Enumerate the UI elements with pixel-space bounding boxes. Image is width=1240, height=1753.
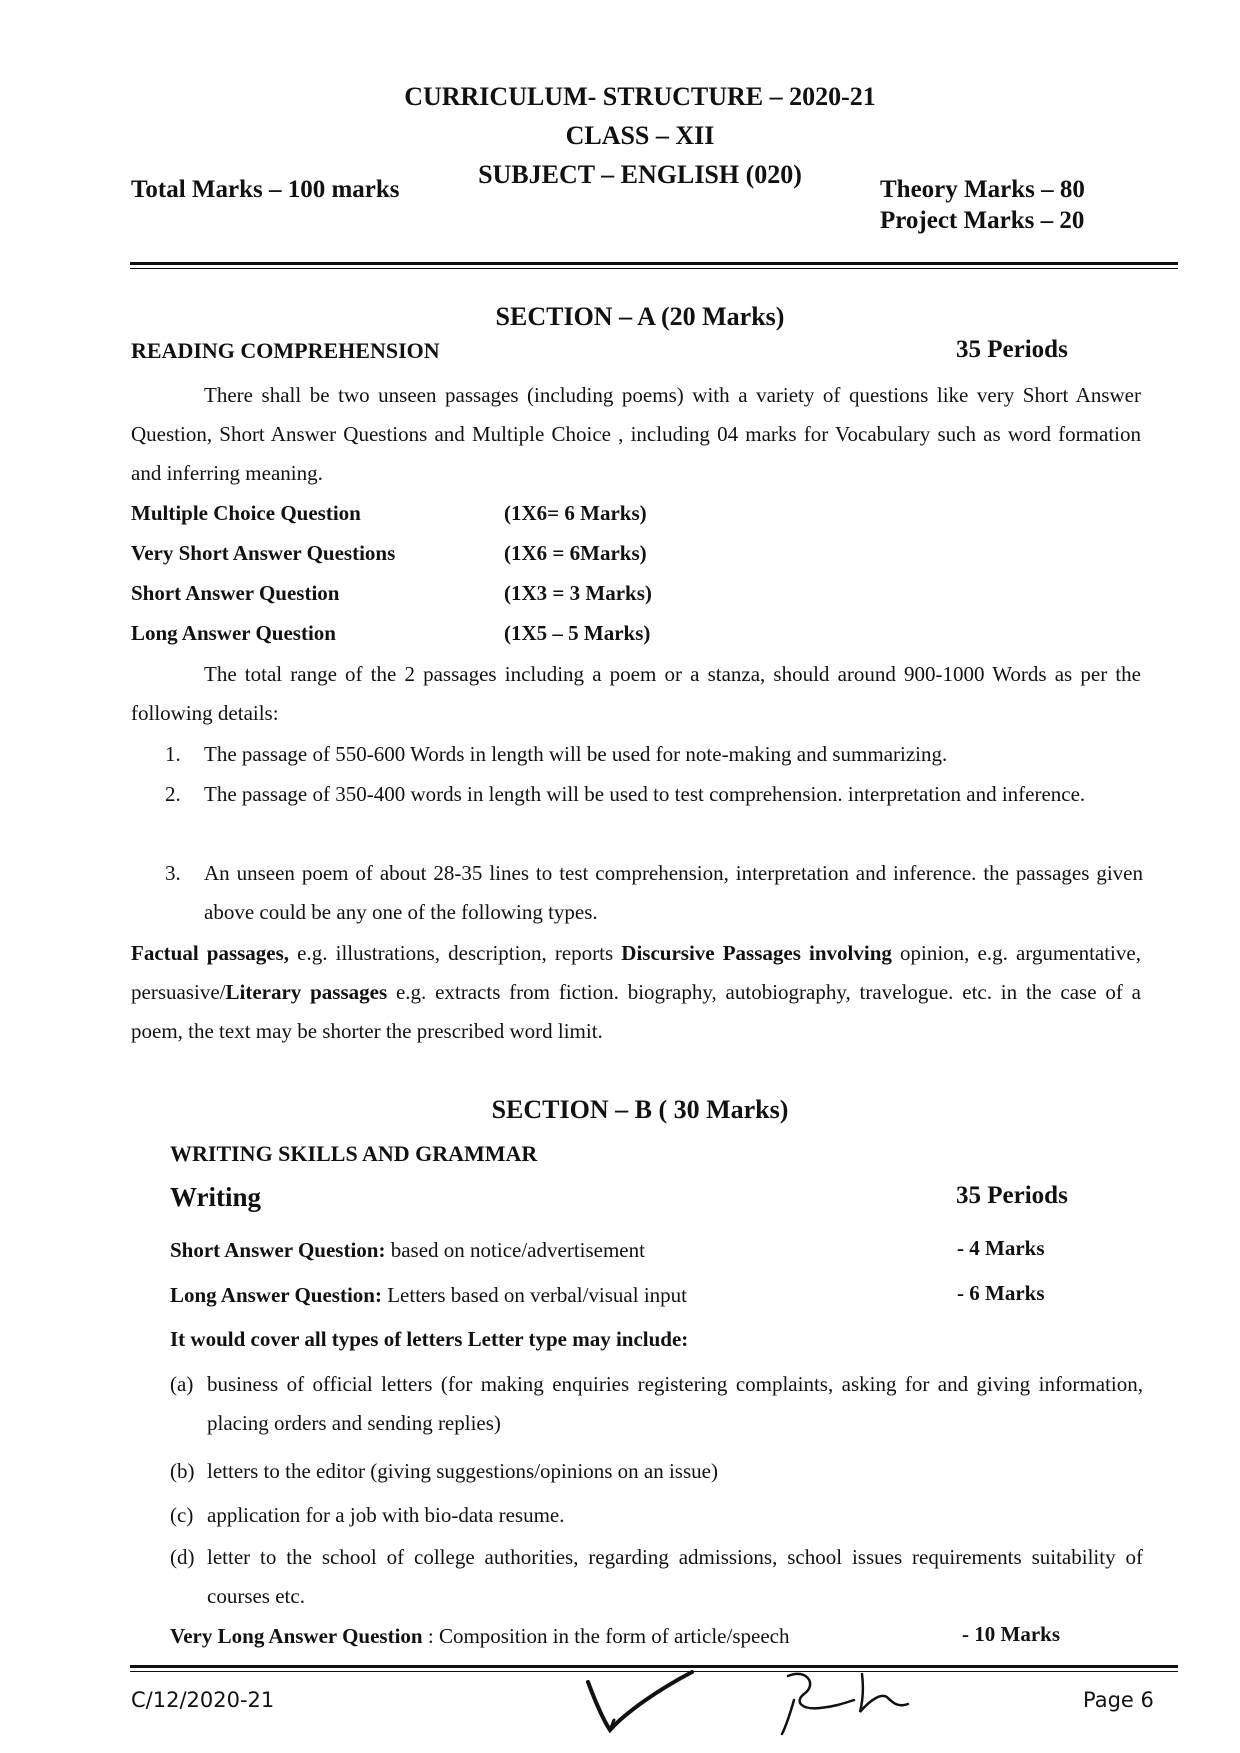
section-b-periods: 35 Periods xyxy=(956,1182,1068,1209)
long-answer-text: Letters based on verbal/visual input xyxy=(381,1283,687,1307)
letter-type-item xyxy=(170,1496,1143,1535)
section-a-title: SECTION – A (20 Marks) xyxy=(495,302,785,331)
letter-type-item xyxy=(170,1365,1143,1443)
marks-label: Long Answer Question xyxy=(131,621,336,645)
letter-type-label: (a) xyxy=(170,1372,194,1396)
marks-value: (1X5 – 5 Marks) xyxy=(504,621,651,645)
header-rule xyxy=(130,262,1178,265)
marks-value: (1X6 = 6Marks) xyxy=(504,541,647,565)
section-b-title: SECTION – B ( 30 Marks) xyxy=(491,1095,789,1124)
section-a-periods: 35 Periods xyxy=(956,336,1068,363)
very-long-answer-row xyxy=(170,1624,789,1649)
passage-types-text: opinion, e.g. argumentative, persuasive/ xyxy=(131,941,1141,1004)
letter-type-label: (b) xyxy=(170,1459,195,1483)
letter-type-label: (d) xyxy=(170,1545,195,1569)
long-answer-label: Long Answer Question: xyxy=(170,1283,382,1307)
project-marks: Project Marks – 20 xyxy=(880,207,1085,234)
short-answer-row xyxy=(170,1238,645,1263)
reading-comprehension-heading: READING COMPREHENSION xyxy=(131,338,440,363)
handwritten-signature xyxy=(580,1660,920,1740)
subject-title: SUBJECT – ENGLISH (020) xyxy=(478,160,802,189)
marks-label: Multiple Choice Question xyxy=(131,501,361,525)
letter-type-text: business of official letters (for making enquiries registering complaints, asking for and giving information, placing orders and sending replies) xyxy=(207,1372,1143,1435)
very-long-answer-label: Very Long Answer Question xyxy=(170,1624,423,1648)
list-item xyxy=(165,775,1143,814)
list-item xyxy=(165,854,1143,932)
header-rule-thin xyxy=(130,268,1178,269)
range-paragraph: The total range of the 2 passages including a poem or a stanza, should around 900-1000 Words as per the following details: xyxy=(131,662,1141,725)
marks-value: (1X6= 6 Marks) xyxy=(504,501,647,525)
short-answer-label: Short Answer Question: xyxy=(170,1238,386,1262)
list-number: 2. xyxy=(165,782,181,806)
passage-types-text: e.g. illustrations, description, reports xyxy=(289,941,622,965)
list-number: 1. xyxy=(165,742,181,766)
section-a-intro: There shall be two unseen passages (including poems) with a variety of questions like very Short Answer Question, Short Answer Questions and Multiple Choice , including 04 marks for Vocabulary such as word formation and inferring meaning. xyxy=(131,383,1141,485)
letter-type-item xyxy=(170,1452,1143,1491)
list-number: 3. xyxy=(165,861,181,885)
list-text: An unseen poem of about 28-35 lines to test comprehension, interpretation and inference. the passages given above could be any one of the following types. xyxy=(204,861,1143,924)
writing-heading: Writing xyxy=(170,1182,262,1212)
letter-types-intro: It would cover all types of letters Letter type may include: xyxy=(170,1327,689,1351)
curriculum-title: CURRICULUM- STRUCTURE – 2020-21 xyxy=(404,82,876,111)
marks-row xyxy=(131,621,651,646)
marks-value: (1X3 = 3 Marks) xyxy=(504,581,652,605)
passage-types-paragraph xyxy=(131,934,1141,1051)
list-item xyxy=(165,735,1143,774)
letter-type-text: application for a job with bio-data resume. xyxy=(207,1503,565,1527)
page-number: Page 6 xyxy=(1083,1688,1154,1712)
letter-type-text: letters to the editor (giving suggestions/opinions on an issue) xyxy=(207,1459,718,1483)
list-text: The passage of 550-600 Words in length will be used for note-making and summarizing. xyxy=(204,742,948,766)
theory-marks: Theory Marks – 80 xyxy=(880,176,1085,203)
marks-row xyxy=(131,581,652,606)
class-title: CLASS – XII xyxy=(565,121,715,150)
marks-row xyxy=(131,501,647,526)
short-answer-text: based on notice/advertisement xyxy=(385,1238,645,1262)
marks-row xyxy=(131,541,647,566)
letter-type-item xyxy=(170,1538,1143,1616)
total-marks: Total Marks – 100 marks xyxy=(131,176,400,203)
discursive-passages-label: Discursive Passages involving xyxy=(621,941,892,965)
passage-types-text: e.g. extracts from fiction. biography, autobiography, travelogue. etc. in the case of a poem, the text may be shorter the prescribed word limit. xyxy=(131,980,1141,1043)
long-answer-marks: - 6 Marks xyxy=(957,1281,1045,1305)
long-answer-row xyxy=(170,1283,687,1308)
document-code: C/12/2020-21 xyxy=(131,1688,275,1712)
letter-type-text: letter to the school of college authorities, regarding admissions, school issues requirements suitability of courses etc. xyxy=(207,1545,1143,1608)
writing-skills-heading: WRITING SKILLS AND GRAMMAR xyxy=(170,1141,538,1166)
factual-passages-label: Factual passages, xyxy=(131,941,290,965)
list-text: The passage of 350-400 words in length will be used to test comprehension. interpretation and inference. xyxy=(204,782,1086,806)
short-answer-marks: - 4 Marks xyxy=(957,1236,1045,1260)
very-long-answer-marks: - 10 Marks xyxy=(962,1622,1060,1646)
marks-label: Very Short Answer Questions xyxy=(131,541,396,565)
very-long-answer-text: : Composition in the form of article/speech xyxy=(422,1624,790,1648)
literary-passages-label: Literary passages xyxy=(225,980,388,1004)
marks-label: Short Answer Question xyxy=(131,581,340,605)
letter-type-label: (c) xyxy=(170,1503,194,1527)
